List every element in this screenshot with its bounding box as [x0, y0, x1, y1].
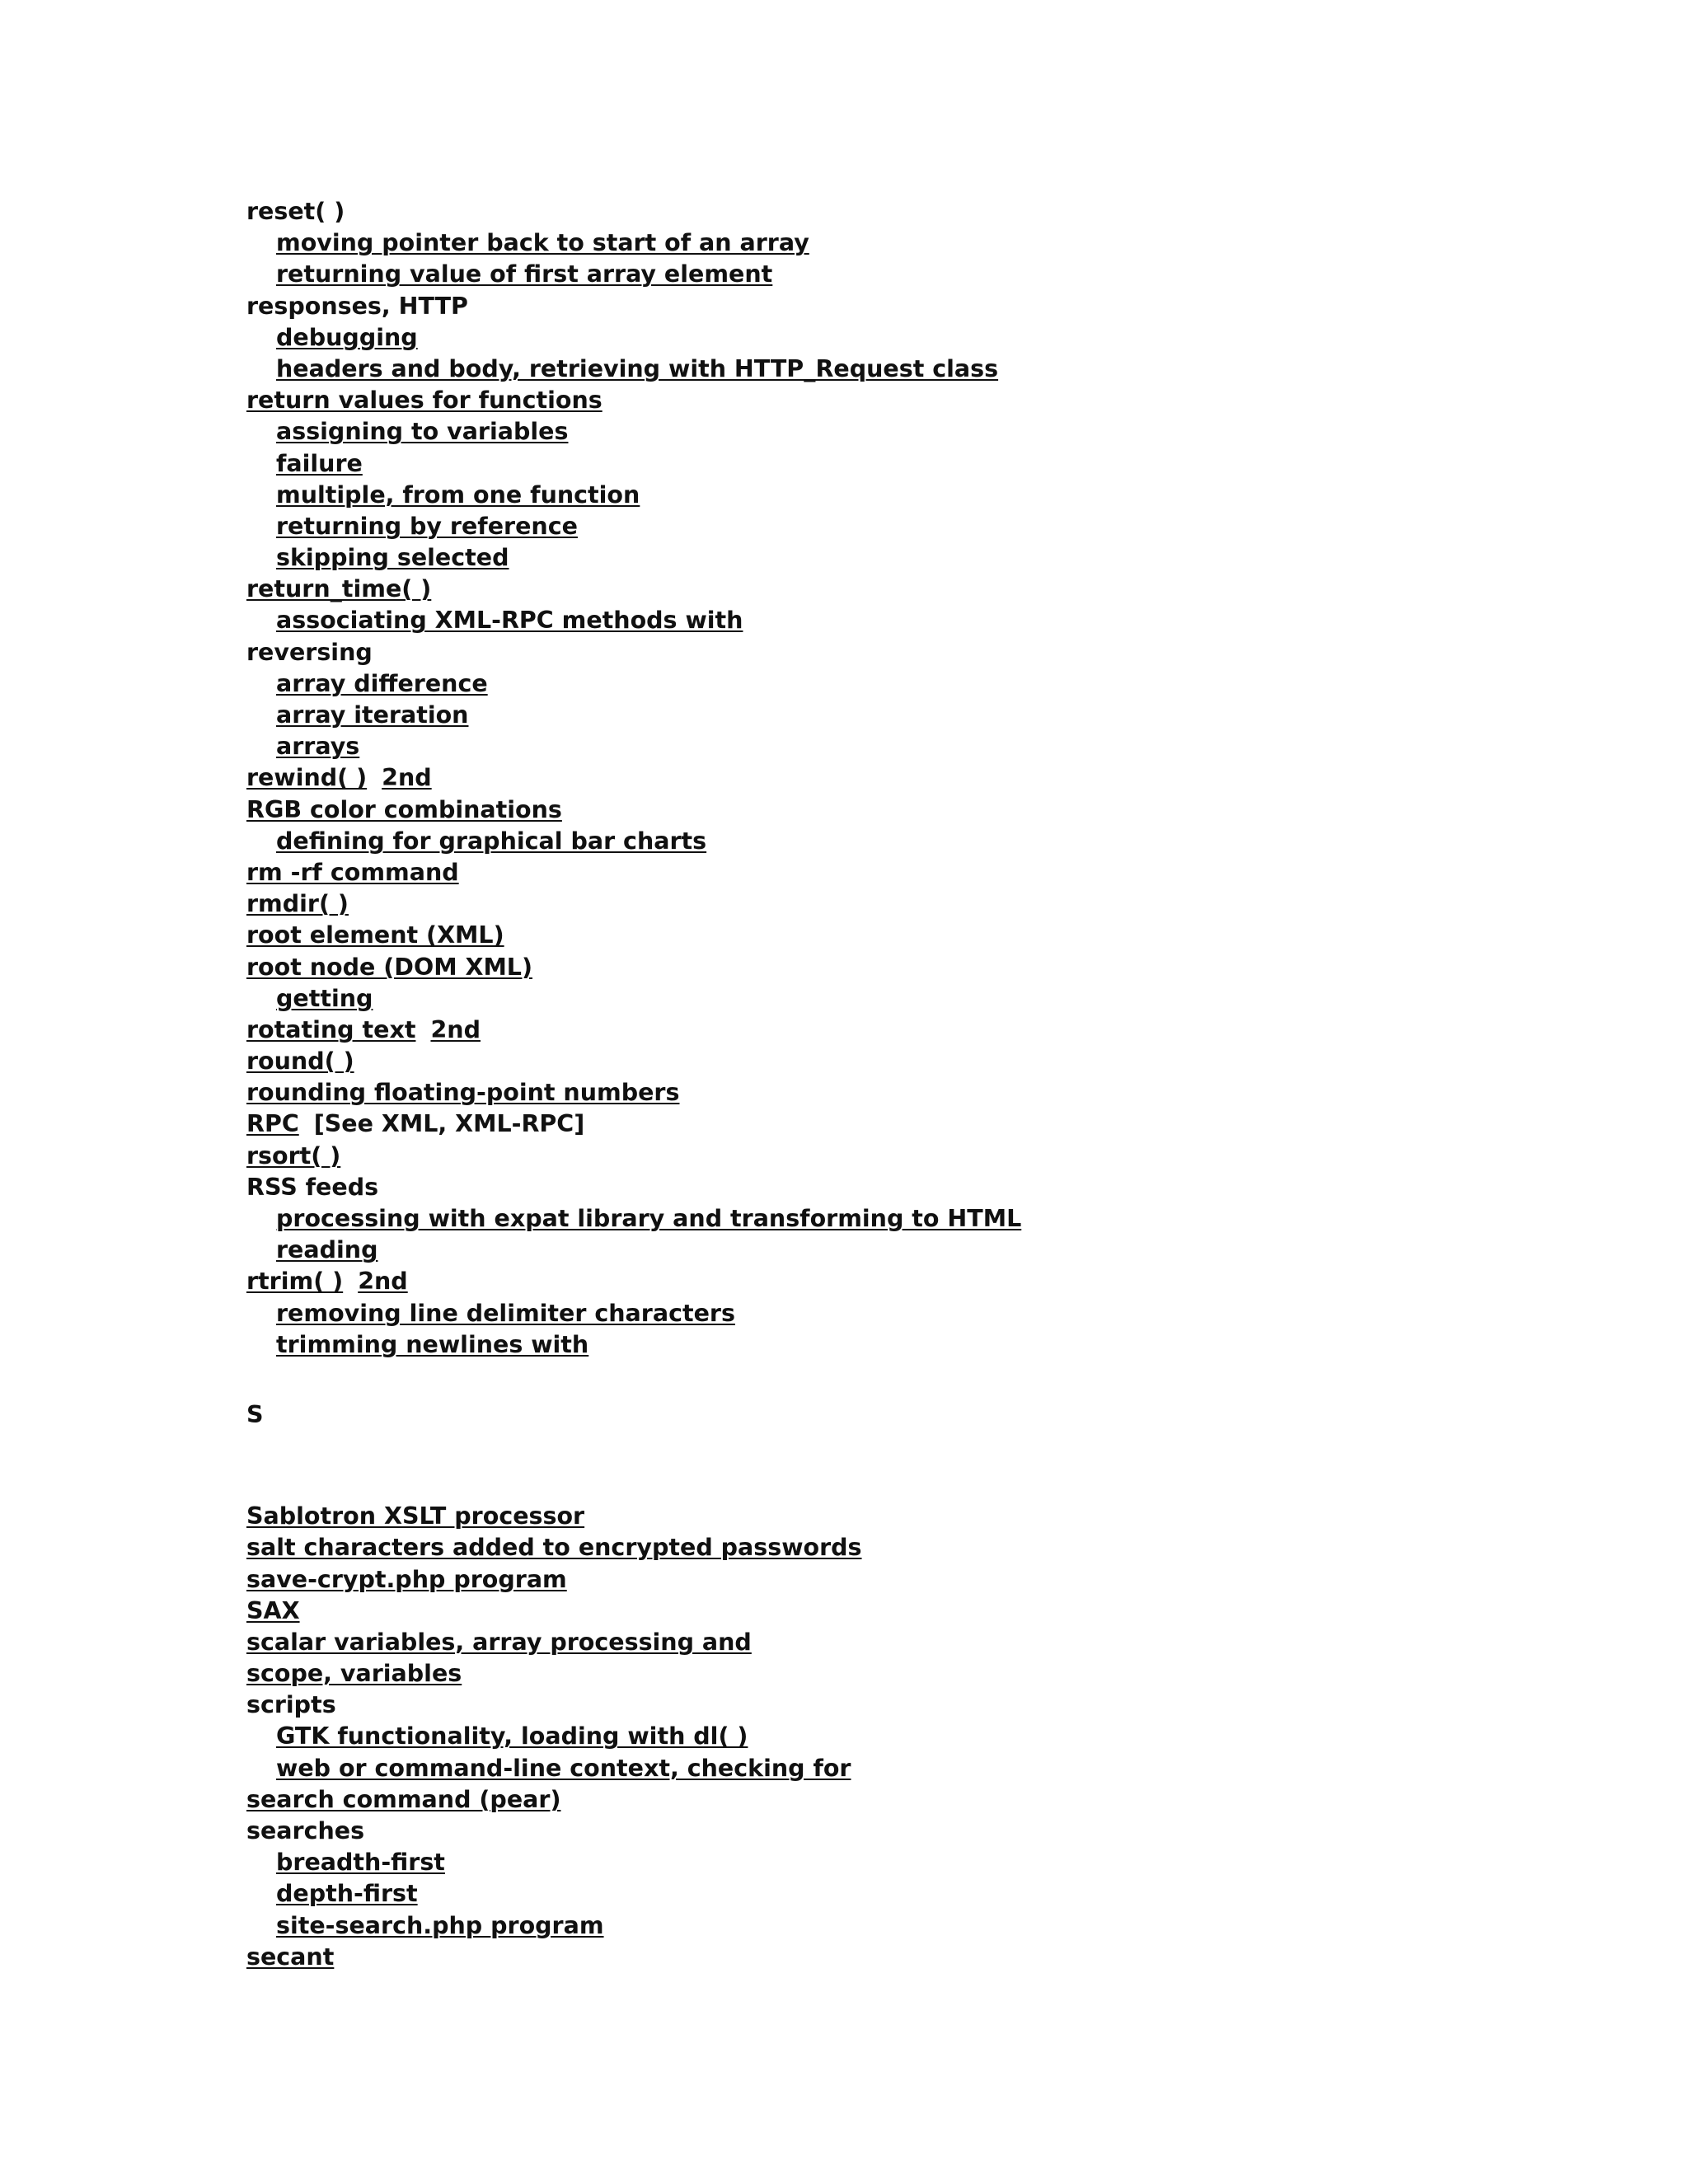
- index-entry: [246, 574, 1483, 605]
- index-subentry: [246, 416, 1483, 448]
- index-entry-link[interactable]: skipping selected: [276, 544, 509, 572]
- index-entry: [246, 888, 1483, 920]
- index-entry-link[interactable]: round( ): [246, 1047, 354, 1076]
- index-subentry: [246, 826, 1483, 857]
- index-entry-link[interactable]: site-search.php program: [276, 1911, 604, 1939]
- index-subentry: [246, 542, 1483, 574]
- index-entry-link[interactable]: failure: [276, 449, 363, 477]
- index-subentry: [246, 511, 1483, 542]
- index-subentry: [246, 448, 1483, 480]
- index-entry-link[interactable]: Sablotron XSLT processor: [246, 1502, 585, 1530]
- index-subentry: [246, 259, 1483, 290]
- index-entry-label: scripts: [246, 1691, 336, 1719]
- index-entry: [246, 291, 1483, 322]
- index-entry-link[interactable]: getting: [276, 984, 373, 1012]
- index-entry-link[interactable]: arrays: [276, 733, 360, 761]
- index-entry-label: responses, HTTP: [246, 292, 468, 320]
- book-index: [246, 196, 1483, 1973]
- index-entry: [246, 1172, 1483, 1203]
- index-entry: [246, 196, 1483, 227]
- index-entry: [246, 794, 1483, 826]
- index-entry-link[interactable]: RPC: [246, 1110, 299, 1138]
- index-subentry: [246, 1203, 1483, 1235]
- index-entry-link[interactable]: root element (XML): [246, 921, 504, 949]
- section-letter-heading: S: [246, 1400, 264, 1428]
- see-also-reference: [See XML, XML-RPC]: [313, 1110, 585, 1138]
- second-reference-link[interactable]: 2nd: [382, 764, 432, 792]
- index-entry-label: RSS feeds: [246, 1173, 379, 1201]
- index-entry: [246, 762, 1483, 794]
- index-entry-link[interactable]: defining for graphical bar charts: [276, 827, 707, 855]
- index-entry-link[interactable]: rtrim( ): [246, 1268, 344, 1296]
- index-entry: [246, 385, 1483, 416]
- index-entry: [246, 1077, 1483, 1108]
- index-entry-link[interactable]: removing line delimiter characters: [276, 1299, 735, 1327]
- index-entry-link[interactable]: rotating text: [246, 1015, 416, 1043]
- index-entry-link[interactable]: multiple, from one function: [276, 480, 640, 509]
- index-subentry: [246, 1910, 1483, 1942]
- index-entry: [246, 1532, 1483, 1563]
- index-entry-link[interactable]: scope, variables: [246, 1660, 462, 1688]
- index-entry-link[interactable]: search command (pear): [246, 1785, 561, 1813]
- second-reference-link[interactable]: 2nd: [358, 1268, 408, 1296]
- index-entry-link[interactable]: return_time( ): [246, 575, 432, 603]
- index-entry-link[interactable]: processing with expat library and transforming to HTML: [276, 1205, 1022, 1232]
- index-entry: [246, 920, 1483, 951]
- index-subentry: [246, 354, 1483, 385]
- index-entry: [246, 1627, 1483, 1658]
- index-entry: [246, 1690, 1483, 1721]
- index-entry-link[interactable]: debugging: [276, 323, 418, 351]
- index-entry-label: reset( ): [246, 198, 345, 225]
- index-group-s: [246, 1501, 1483, 1973]
- index-subentry: [246, 227, 1483, 259]
- index-subentry: [246, 1721, 1483, 1752]
- index-entry-link[interactable]: root node (DOM XML): [246, 953, 532, 981]
- index-entry-link[interactable]: associating XML-RPC methods with: [276, 607, 743, 635]
- index-entry-link[interactable]: return values for functions: [246, 387, 603, 415]
- index-subentry: [246, 983, 1483, 1015]
- index-entry-link[interactable]: returning value of first array element: [276, 260, 773, 288]
- index-entry-link[interactable]: array difference: [276, 669, 488, 697]
- index-entry: [246, 1816, 1483, 1847]
- index-subentry: [246, 1753, 1483, 1784]
- index-entry-link[interactable]: reading: [276, 1236, 378, 1264]
- index-subentry: [246, 1235, 1483, 1266]
- index-entry-link[interactable]: save-crypt.php program: [246, 1565, 567, 1593]
- index-subentry: [246, 322, 1483, 354]
- index-entry: [246, 1501, 1483, 1532]
- index-subentry: [246, 1878, 1483, 1910]
- index-subentry: [246, 480, 1483, 511]
- index-subentry: [246, 731, 1483, 762]
- index-subentry: [246, 1847, 1483, 1878]
- index-entry: [246, 1266, 1483, 1297]
- index-entry-link[interactable]: returning by reference: [276, 512, 578, 540]
- index-entry-link[interactable]: salt characters added to encrypted passwords: [246, 1534, 862, 1562]
- index-entry-link[interactable]: GTK functionality, loading with dl( ): [276, 1722, 748, 1750]
- index-entry-link[interactable]: web or command-line context, checking for: [276, 1754, 851, 1782]
- index-entry-link[interactable]: rewind( ): [246, 764, 368, 792]
- index-entry: [246, 1108, 1483, 1140]
- index-subentry: [246, 605, 1483, 636]
- index-subentry: [246, 700, 1483, 731]
- index-entry: [246, 1015, 1483, 1046]
- index-entry-link[interactable]: headers and body, retrieving with HTTP_Request class: [276, 354, 999, 382]
- index-subentry: [246, 1329, 1483, 1361]
- index-entry: [246, 1942, 1483, 1973]
- index-entry-link[interactable]: RGB color combinations: [246, 795, 562, 823]
- index-entry-link[interactable]: breadth-first: [276, 1849, 445, 1877]
- index-entry: [246, 1046, 1483, 1077]
- index-entry: [246, 1596, 1483, 1627]
- index-group-r: [246, 196, 1483, 1361]
- index-entry-link[interactable]: rounding floating-point numbers: [246, 1079, 680, 1107]
- index-entry: [246, 637, 1483, 668]
- index-entry-link[interactable]: SAX: [246, 1596, 300, 1624]
- index-subentry: [246, 1298, 1483, 1329]
- index-entry-link[interactable]: array iteration: [276, 701, 469, 729]
- index-entry-link[interactable]: rsort( ): [246, 1141, 341, 1169]
- index-entry-link[interactable]: scalar variables, array processing and: [246, 1628, 752, 1656]
- index-entry-label: searches: [246, 1817, 365, 1844]
- index-entry-link[interactable]: rm -rf command: [246, 858, 459, 886]
- index-entry: [246, 952, 1483, 983]
- index-entry-label: reversing: [246, 638, 373, 666]
- index-entry-link[interactable]: depth-first: [276, 1880, 418, 1908]
- index-subentry: [246, 668, 1483, 700]
- second-reference-link[interactable]: 2nd: [430, 1015, 481, 1043]
- index-entry: [246, 1564, 1483, 1596]
- index-entry: [246, 1658, 1483, 1690]
- index-entry-link[interactable]: secant: [246, 1943, 335, 1971]
- index-entry-link[interactable]: rmdir( ): [246, 890, 349, 918]
- index-entry: [246, 1784, 1483, 1816]
- index-entry-link[interactable]: moving pointer back to start of an array: [276, 229, 809, 257]
- index-entry-link[interactable]: trimming newlines with: [276, 1330, 589, 1358]
- index-entry: [246, 1141, 1483, 1172]
- index-entry-link[interactable]: assigning to variables: [276, 418, 569, 446]
- index-entry: [246, 857, 1483, 888]
